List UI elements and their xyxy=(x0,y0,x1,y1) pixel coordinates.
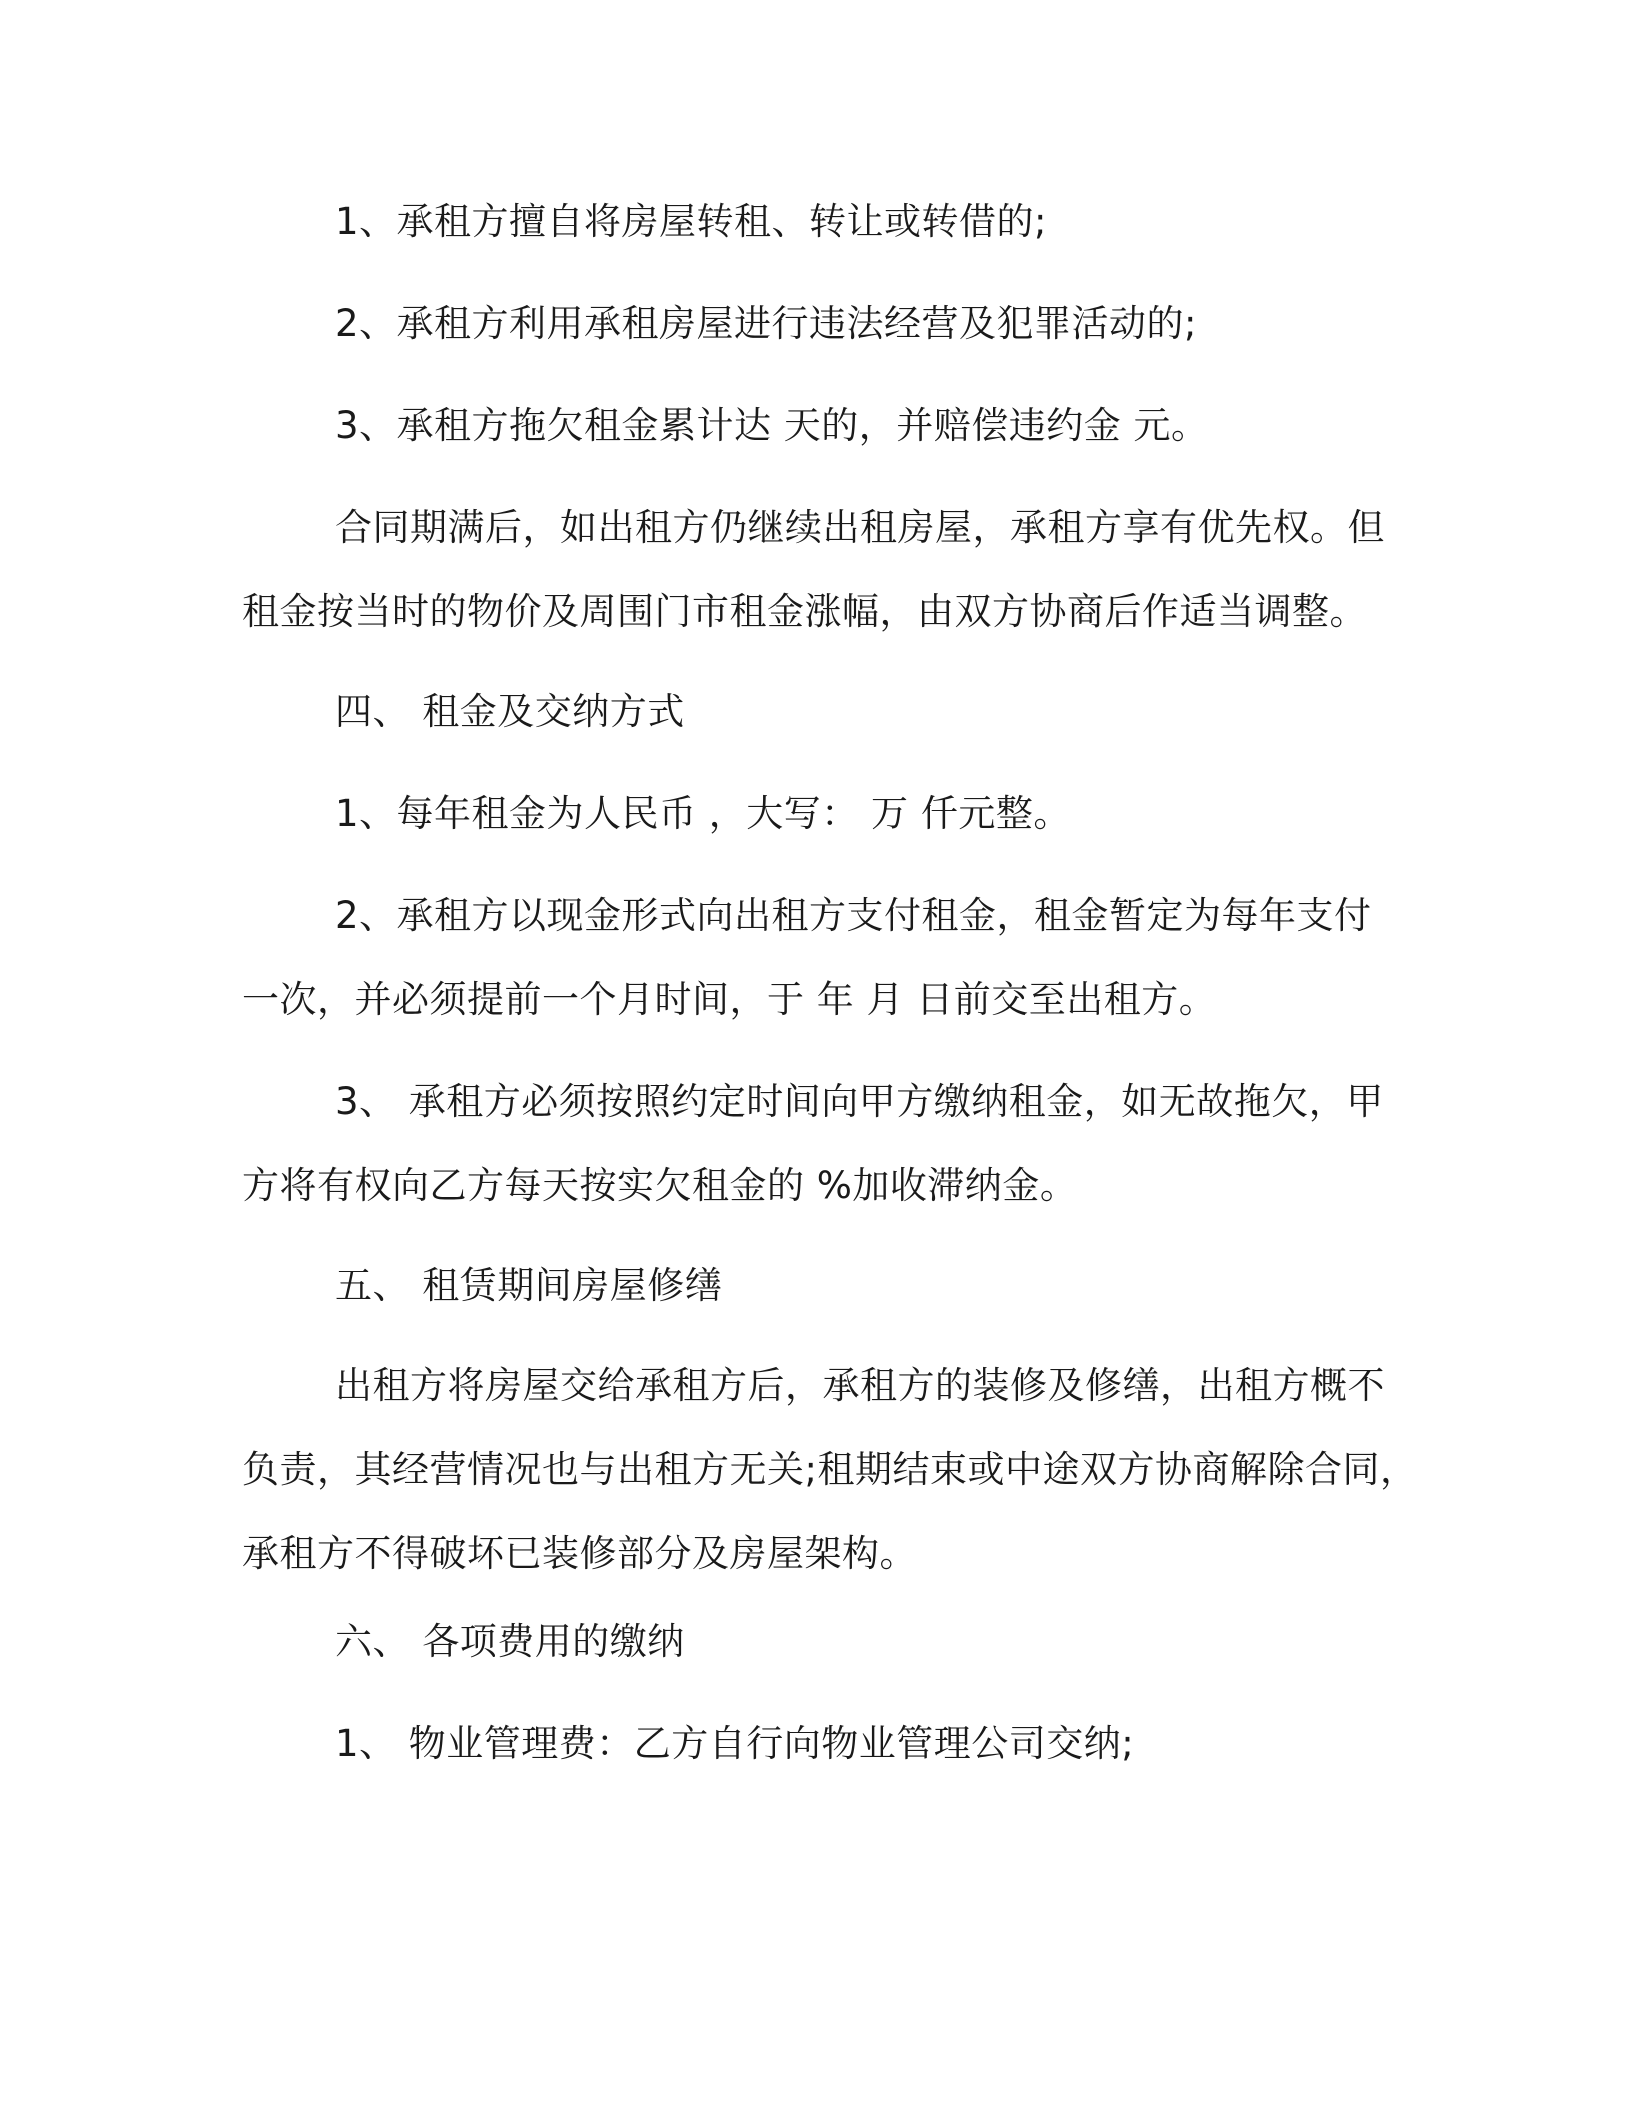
paragraph-line: 1、承租方擅自将房屋转租、转让或转借的; xyxy=(335,200,1048,243)
section-heading-repairs xyxy=(242,1244,1392,1328)
paragraph-renewal-priority xyxy=(242,486,1392,654)
section-heading: 四、 租金及交纳方式 xyxy=(335,690,685,733)
paragraph-line: 1、每年租金为人民币 ，大写： 万 仟元整。 xyxy=(335,792,1071,835)
section-heading: 五、 租赁期间房屋修缮 xyxy=(335,1264,723,1307)
paragraph-annual-rent xyxy=(242,772,1392,856)
section-heading: 六、 各项费用的缴纳 xyxy=(335,1620,685,1663)
paragraph-line: 负责，其经营情况也与出租方无关;租期结束或中途双方协商解除合同， xyxy=(242,1448,1418,1491)
paragraph-line: 方将有权向乙方每天按实欠租金的 %加收滞纳金。 xyxy=(242,1164,1078,1207)
section-heading-rent-payment xyxy=(242,670,1392,754)
paragraph-arrears-clause xyxy=(242,384,1392,468)
paragraph-line: 2、承租方以现金形式向出租方支付租金，租金暂定为每年支付 xyxy=(335,894,1372,937)
paragraph-renovation xyxy=(242,1344,1418,1596)
paragraph-line: 1、 物业管理费：乙方自行向物业管理公司交纳; xyxy=(335,1722,1135,1765)
paragraph-line: 出租方将房屋交给承租方后，承租方的装修及修缮，出租方概不 xyxy=(335,1364,1385,1407)
paragraph-property-fee xyxy=(242,1702,1392,1786)
paragraph-line: 承租方不得破坏已装修部分及房屋架构。 xyxy=(242,1532,917,1575)
paragraph-sublet-clause xyxy=(242,180,1392,264)
paragraph-line: 3、 承租方必须按照约定时间向甲方缴纳租金，如无故拖欠，甲 xyxy=(335,1080,1384,1123)
section-heading-fees xyxy=(242,1600,1392,1684)
paragraph-line: 一次，并必须提前一个月时间，于 年 月 日前交至出租方。 xyxy=(242,978,1217,1021)
paragraph-line: 租金按当时的物价及周围门市租金涨幅，由双方协商后作适当调整。 xyxy=(242,590,1367,633)
paragraph-illegal-use-clause xyxy=(242,282,1392,366)
paragraph-cash-payment xyxy=(242,874,1392,1042)
paragraph-line: 2、承租方利用承租房屋进行违法经营及犯罪活动的; xyxy=(335,302,1198,345)
paragraph-late-fee xyxy=(242,1060,1392,1228)
paragraph-line: 3、承租方拖欠租金累计达 天的，并赔偿违约金 元。 xyxy=(335,404,1209,447)
paragraph-line: 合同期满后，如出租方仍继续出租房屋，承租方享有优先权。但 xyxy=(335,506,1385,549)
